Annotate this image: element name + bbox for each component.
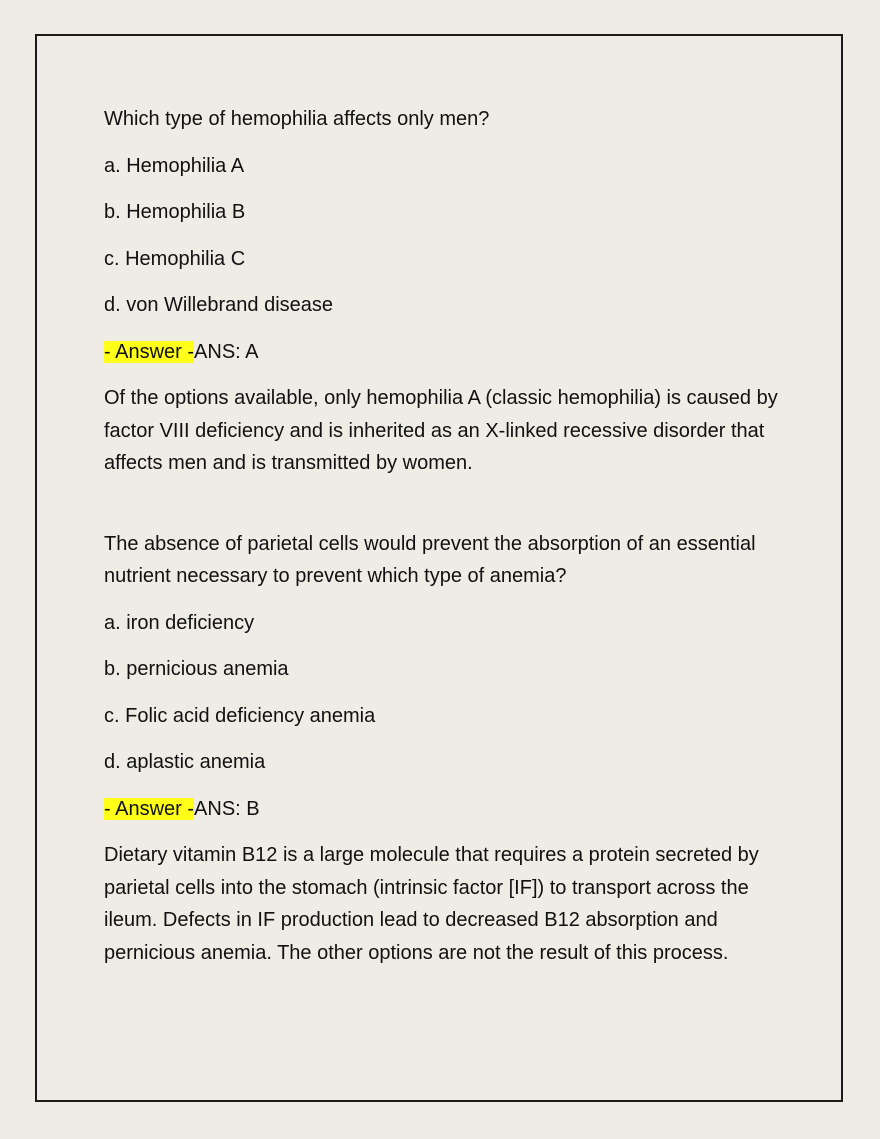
answer-text: ANS: A (194, 340, 259, 363)
option-d: d. von Willebrand disease (104, 294, 334, 316)
answer-marker-highlight: - Answer - (104, 797, 195, 820)
option-c: c. Folic acid deficiency anemia (104, 704, 376, 727)
question-block-2 (104, 528, 784, 970)
option-a: a. Hemophilia A (104, 154, 245, 177)
option-c: c. Hemophilia C (104, 247, 246, 270)
answer-line (104, 793, 784, 826)
explanation-text: Dietary vitamin B12 is a large molecule that requires a protein secreted by parietal cells into the stomach (intrinsic factor [IF]) to transport across the ileum. Defects in IF production lead to decreased B12 absorption and pernicious anemia. The other options are not the result of this process. (104, 844, 759, 964)
question-text: The absence of parietal cells would prevent the absorption of an essential nutrient necessary to prevent which type of anemia? (104, 532, 756, 587)
option-b: b. pernicious anemia (104, 658, 289, 680)
question-block-1 (104, 103, 784, 480)
question-spacer (104, 480, 784, 528)
answer-line (104, 336, 784, 369)
answer-marker-highlight: - Answer - (104, 340, 195, 363)
option-a: a. iron deficiency (104, 611, 255, 634)
explanation-text: Of the options available, only hemophilia A (classic hemophilia) is caused by factor VIII deficiency and is inherited as an X-linked recessive disorder that affects men and is transmitted by women. (104, 387, 778, 474)
question-text: Which type of hemophilia affects only men? (104, 108, 490, 130)
document-content (104, 103, 784, 969)
option-b: b. Hemophilia B (104, 201, 246, 223)
answer-text: ANS: B (194, 797, 260, 820)
option-d: d. aplastic anemia (104, 751, 266, 773)
